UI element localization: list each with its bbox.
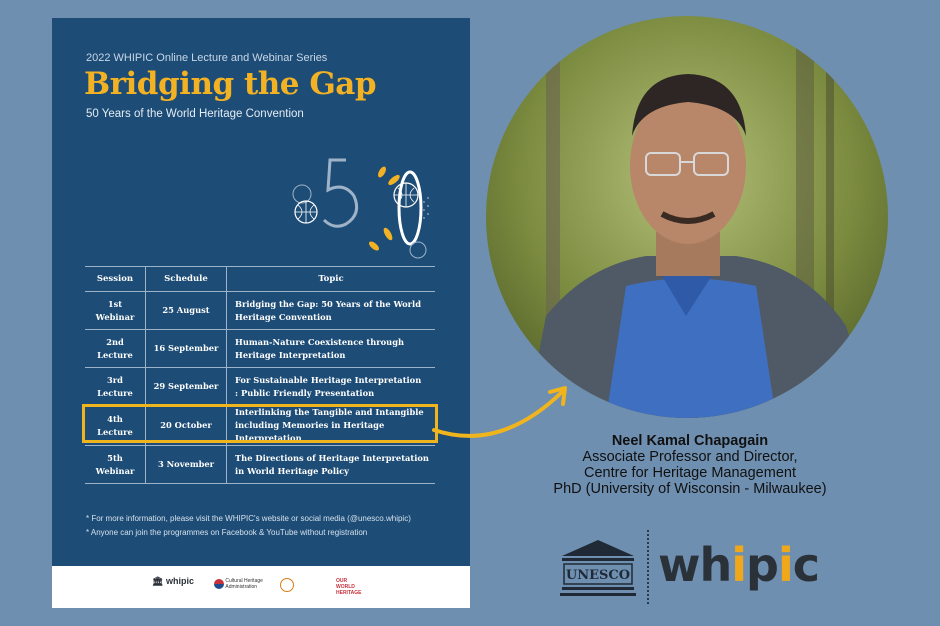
table-row: [85, 330, 435, 368]
unesco-text: UNESCO: [565, 568, 631, 583]
schedule-cell: 20 October: [146, 406, 227, 446]
table-row: [85, 292, 435, 330]
note-line: * Anyone can join the programmes on Facebook & YouTube without registration: [86, 528, 368, 537]
poster-subtitle: 50 Years of the World Heritage Convention: [86, 108, 304, 120]
topic-cell: For Sustainable Heritage Interpretation : Public Friendly Presentation: [227, 368, 436, 406]
footer-cha-logo: Cultural Heritage Administration: [214, 578, 263, 590]
highlight-box: [82, 404, 438, 443]
poster-notes: [86, 512, 411, 540]
note-line: * For more information, please visit the WHIPIC's website or social media (@unesco.whipic): [86, 514, 411, 523]
speaker-photo: [486, 16, 888, 418]
schedule-cell: 3 November: [146, 446, 227, 484]
poster-title: Bridging the Gap: [84, 66, 377, 102]
session-cell: 3rd Lecture: [85, 368, 146, 406]
poster-footer: [52, 566, 470, 608]
schedule-cell: 29 September: [146, 368, 227, 406]
header-session: Session: [85, 267, 146, 292]
whipic-logo: whipic: [658, 538, 820, 592]
session-cell: 1st Webinar: [85, 292, 146, 330]
header-topic: Topic: [227, 267, 436, 292]
topic-cell: Bridging the Gap: 50 Years of the World Heritage Convention: [227, 292, 436, 330]
table-row: [85, 446, 435, 484]
footer-unesco-logo: [280, 578, 294, 592]
table-header-row: [85, 267, 435, 292]
speaker-title-line: PhD (University of Wisconsin - Milwaukee): [553, 481, 827, 497]
topic-cell: Human-Nature Coexistence through Heritage Interpretation: [227, 330, 436, 368]
unesco-seal-icon: [280, 578, 294, 592]
footer-ourworld-logo: OUR WORLD HERITAGE: [336, 578, 362, 596]
footer-whipic-logo: 🏛 whipic: [152, 576, 194, 586]
fifty-years-emblem-icon: [284, 150, 434, 260]
schedule-table: [85, 266, 435, 484]
speaker-title-line: Associate Professor and Director,: [582, 449, 798, 465]
series-label: 2022 WHIPIC Online Lecture and Webinar Series: [86, 52, 328, 64]
table-row: [85, 368, 435, 406]
event-poster: [52, 18, 470, 608]
session-cell: 2nd Lecture: [85, 330, 146, 368]
speaker-caption: [500, 433, 880, 497]
speaker-name: Neel Kamal Chapagain: [611, 433, 769, 449]
unesco-logo: [558, 538, 638, 598]
schedule-cell: 25 August: [146, 292, 227, 330]
topic-cell: Interlinking the Tangible and Intangible including Memories in Heritage Interpretation: [227, 406, 436, 446]
schedule-cell: 16 September: [146, 330, 227, 368]
session-cell: 5th Webinar: [85, 446, 146, 484]
unesco-temple-icon: [562, 540, 634, 556]
topic-cell: The Directions of Heritage Interpretation in World Heritage Policy: [227, 446, 436, 484]
session-cell: 4th Lecture: [85, 406, 146, 446]
logo-divider: [647, 530, 649, 604]
header-schedule: Schedule: [146, 267, 227, 292]
footer-unesco-temple-icon: 🏛: [152, 576, 164, 586]
speaker-title-line: Centre for Heritage Management: [584, 465, 796, 481]
cha-emblem-icon: [214, 579, 224, 589]
